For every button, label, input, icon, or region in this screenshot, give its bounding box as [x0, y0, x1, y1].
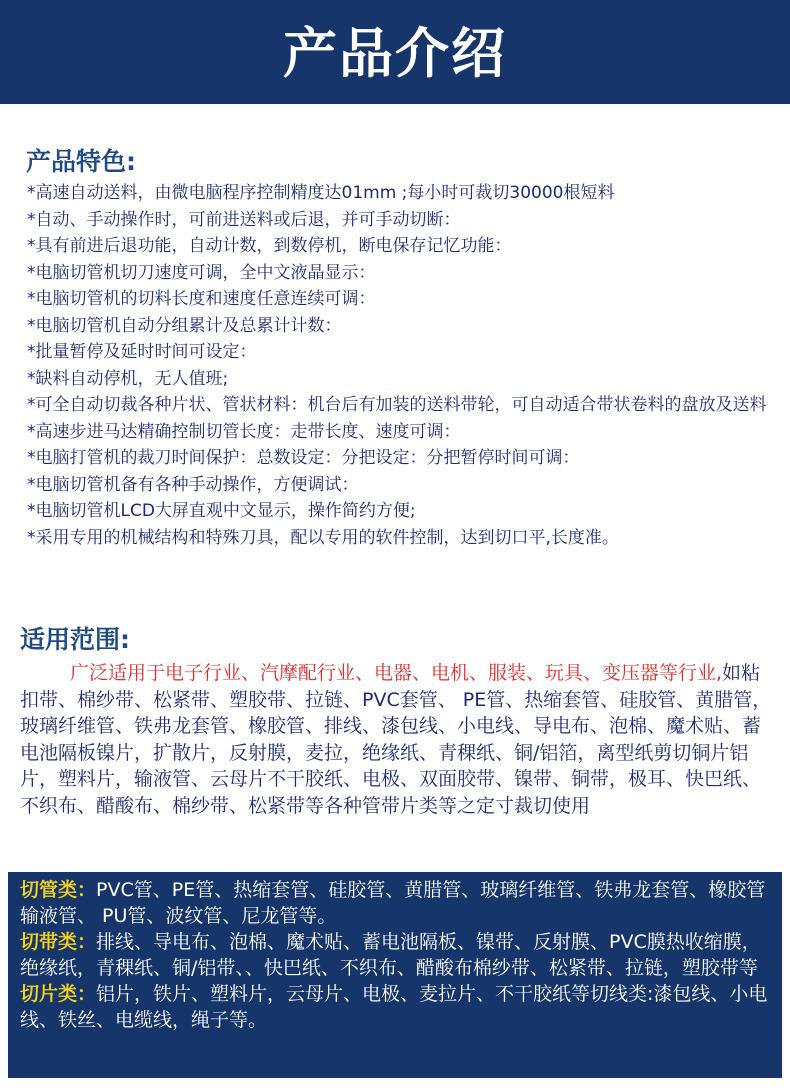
feature-item: *电脑切管机的切料长度和速度任意连续可调： [27, 289, 376, 309]
feature-item: *高速自动送料，由微电脑程序控制精度达01mm ;每小时可裁切30000根短料 [27, 183, 615, 203]
features-heading: 产品特色: [26, 147, 136, 176]
feature-item: *电脑切管机LCD大屏直观中文显示，操作简约方便; [27, 501, 416, 521]
category-text: 排线、导电布、泡棉、魔术贴、蓄电池隔板、镍带、反射膜、PVC膜热收缩膜，绝缘纸，青稞纸、铜/铝带、、快巴纸、不织布、醋酸布棉纱带、松紧带、拉链，塑胶带等 [20, 931, 761, 979]
header-banner [0, 0, 790, 104]
category-text: PVC管、PE管、热缩套管、硅胶管、黄腊管、玻璃纤维管、铁弗龙套管、橡胶管输液管、 PU管、波纹管、尼龙管等。 [20, 879, 766, 927]
category-text: 铝片，铁片、塑料片，云母片、电极、麦拉片、不干胶纸等切线类:漆包线、小电线、铁丝、电缆线，绳子等。 [20, 983, 768, 1031]
category-row [20, 877, 772, 929]
categories-panel [8, 872, 782, 1078]
scope-paragraph [20, 660, 778, 819]
feature-item: *缺料自动停机，无人值班; [27, 368, 229, 389]
feature-item: *批量暂停及延时时间可设定： [27, 342, 257, 362]
feature-item: *采用专用的机械结构和特殊刀具，配以专用的软件控制，达到切口平,长度准。 [27, 527, 619, 548]
feature-item: *自动、手动操作时，可前进送料或后退，并可手动切断： [27, 209, 461, 230]
feature-item: *电脑切管机备有各种手动操作，方便调试： [27, 474, 359, 495]
category-row [20, 929, 772, 981]
scope-highlight: 广泛适用于电子行业、汽摩配行业、电器、电机、服装、玩具、变压器等行业, [70, 662, 723, 684]
category-row [20, 981, 772, 1033]
scope-heading: 适用范围: [20, 625, 130, 654]
page-title: 产品介绍 [283, 21, 507, 85]
feature-item: *高速步进马达精确控制切管长度：走带长度、速度可调： [27, 421, 461, 442]
feature-item: *电脑打管机的裁刀时间保护：总数设定：分把设定：分把暂停时间可调： [27, 448, 580, 468]
feature-item: *具有前进后退功能，自动计数，到数停机，断电保存记忆功能： [27, 236, 512, 256]
feature-item: *电脑切管机自动分组累计及总累计计数： [27, 315, 342, 336]
features-list [27, 180, 789, 551]
feature-item: *电脑切管机切刀速度可调，全中文液晶显示： [27, 262, 376, 283]
category-name: 切带类： [20, 931, 97, 953]
feature-item: *可全自动切裁各种片状、管状材料：机台后有加装的送料带轮，可自动适合带状卷料的盘放及送料 [27, 395, 767, 415]
category-name: 切管类： [20, 879, 97, 901]
category-name: 切片类： [20, 983, 97, 1005]
scope-body: 如粘扣带、棉纱带、松紧带、塑胶带、拉链、PVC套管、 PE管、热缩套管、硅胶管、黄腊管，玻璃纤维管、铁弗龙套管、橡胶管、排线、漆包线、小电线、导电布、泡棉、魔术贴、蓄电池隔板镍片，扩散片，反射膜，麦拉，绝缘纸、青稞纸、铜/铝箔，离型纸剪切铜片铝片，塑料片，输液管、云母片不干胶纸、电极、双面胶带、镍带、铜带，极耳、快巴纸、不织布、醋酸布、棉纱带、松紧带等各种管带片类等之定寸裁切使用 [20, 662, 772, 817]
